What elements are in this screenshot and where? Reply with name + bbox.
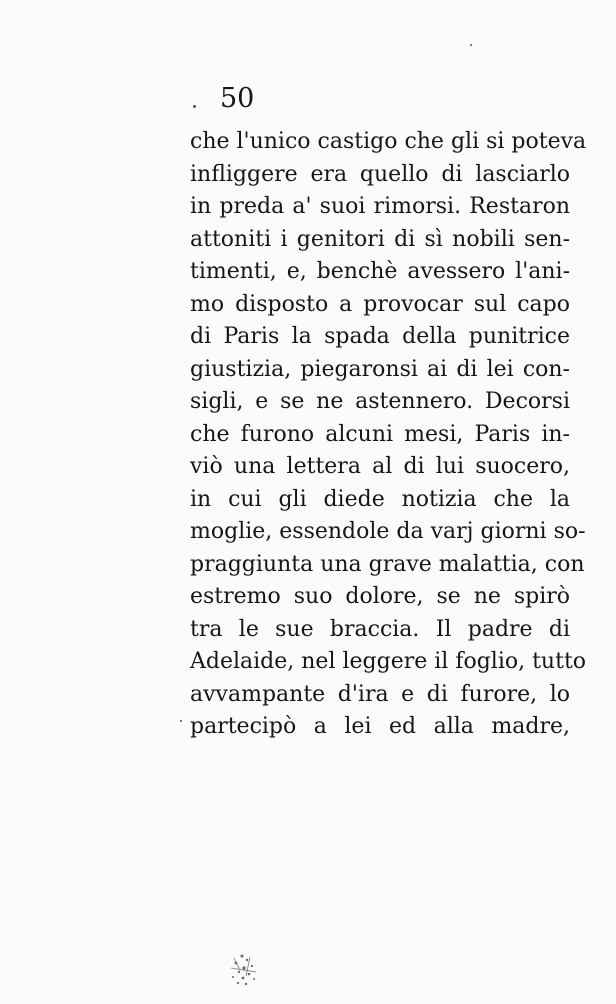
text-line: viò una lettera al di lui suocero, [190,454,570,479]
text-line: in preda a' suoi rimorsi. Restaron [190,194,570,219]
text-line: sigli, e se ne astennero. Decorsi [190,389,570,414]
text-line: infliggere era quello di lasciarlo [190,161,570,187]
text-line: moglie, essendole da varj giorni so- [190,519,586,544]
page-number: 50 [220,83,255,114]
text-line: che l'unico castigo che gli si poteva [190,129,587,154]
text-line: attoniti i genitori di sì nobili sen- [190,226,570,252]
body-text [190,126,587,744]
scan-speck [470,44,472,46]
text-line: avvampante d'ira e di furore, lo [190,681,570,707]
text-line: partecipò a lei ed alla madre, [190,714,570,739]
text-line: tra le sue braccia. Il padre di [190,616,570,642]
text-line: estremo suo dolore, se ne spirò [190,584,570,609]
scan-speck [193,105,196,108]
text-line: timenti, e, benchè avessero l'ani- [190,259,570,284]
text-line: mo disposto a provocar sul capo [190,291,570,317]
text-line: che furono alcuni mesi, Paris in- [190,421,570,447]
text-line: giustizia, piegaronsi ai di lei con- [190,356,570,382]
text-line: di Paris la spada della punitrice [190,324,570,349]
ink-smudge [222,948,266,988]
text-line: Adelaide, nel leggere il foglio, tutto [190,649,587,674]
text-line: in cui gli diede notizia che la [190,486,570,512]
text-line: praggiunta una grave malattia, con [190,551,585,577]
scan-speck [180,720,182,722]
